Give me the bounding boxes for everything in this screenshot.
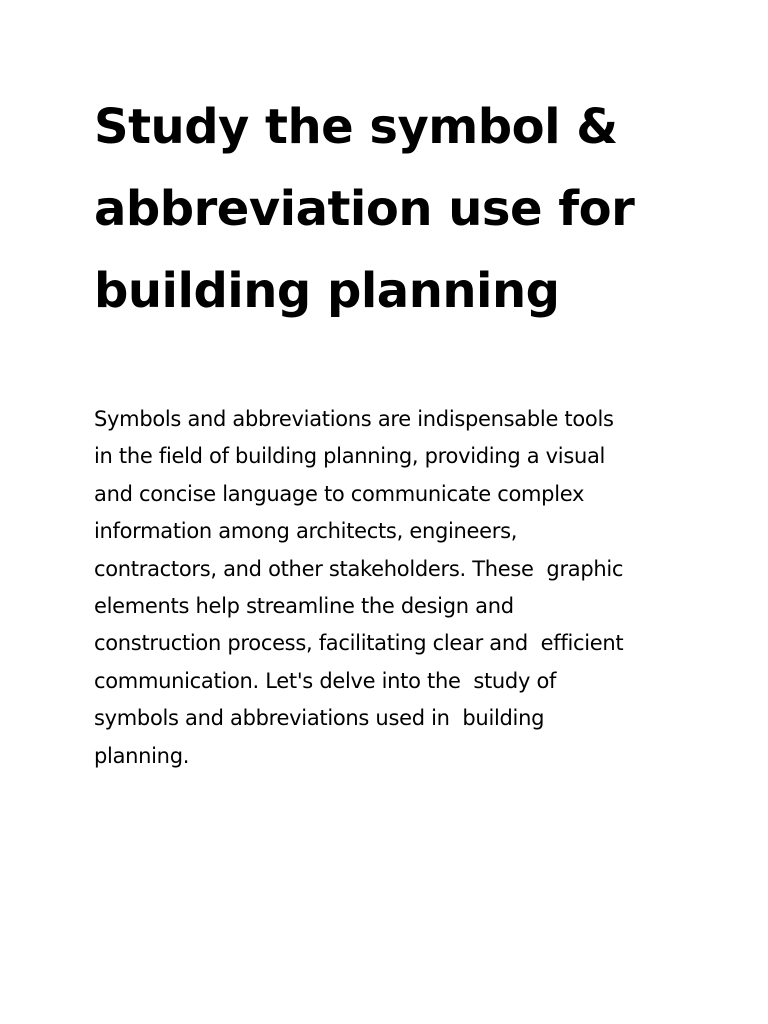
paragraph-line: and concise language to communicate complex (94, 481, 585, 506)
paragraph-line: elements help streamline the design and (94, 594, 514, 619)
paragraph-line: in the field of building planning, providing a visual (94, 444, 606, 469)
title-line: building planning (94, 263, 560, 319)
paragraph-line: information among architects, engineers, (94, 519, 518, 544)
paragraph-line: planning. (94, 743, 190, 768)
intro-paragraph (94, 401, 714, 775)
title-line: abbreviation use for (94, 181, 635, 237)
paragraph-line: contractors, and other stakeholders. These graphic (94, 556, 624, 581)
page-title (94, 86, 734, 332)
paragraph-line: communication. Let's delve into the study of (94, 668, 557, 693)
title-line: Study the symbol & (94, 99, 618, 155)
paragraph-line: Symbols and abbreviations are indispensable tools (94, 407, 614, 431)
paragraph-line: symbols and abbreviations used in building (94, 706, 545, 731)
paragraph-line: construction process, facilitating clear and efficient (94, 631, 624, 656)
